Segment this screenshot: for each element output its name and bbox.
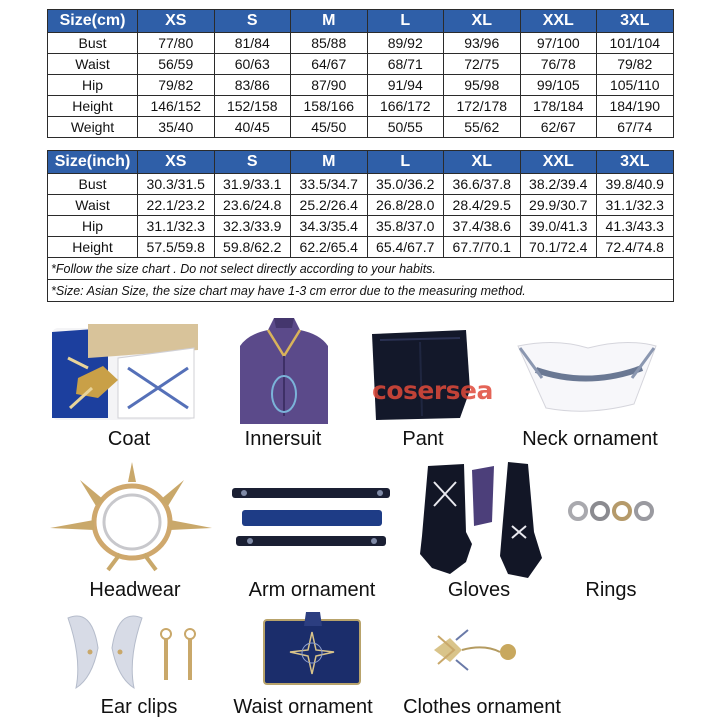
table-cell: 83/86 [214, 75, 291, 96]
table-cell: 26.8/28.0 [367, 195, 444, 216]
table-cell: 25.2/26.4 [291, 195, 368, 216]
header-cell: S [214, 10, 291, 33]
header-cell: XL [444, 151, 521, 174]
brand-watermark: cosersea [372, 376, 493, 405]
table-cell: 91/94 [367, 75, 444, 96]
table-header-row [48, 10, 674, 33]
table-cell: 36.6/37.8 [444, 174, 521, 195]
table-cell: 89/92 [367, 33, 444, 54]
arm-ornament-image [230, 484, 394, 556]
headwear-label: Headwear [89, 579, 181, 601]
table-cell: 105/110 [597, 75, 674, 96]
table-cell: 146/152 [138, 96, 215, 117]
table-cell: 29.9/30.7 [520, 195, 597, 216]
table-header-row [48, 151, 674, 174]
header-cell: XXL [520, 10, 597, 33]
size-table-cm [47, 9, 674, 138]
header-cell: 3XL [597, 10, 674, 33]
table-cell: 45/50 [291, 117, 368, 138]
table-row [48, 174, 674, 195]
table-cell: 184/190 [597, 96, 674, 117]
header-cell: XXL [520, 151, 597, 174]
table-cell: 172/178 [444, 96, 521, 117]
table-cell: 55/62 [444, 117, 521, 138]
table-cell: 22.1/23.2 [138, 195, 215, 216]
table-cell: 62.2/65.4 [291, 237, 368, 258]
table-cell: 59.8/62.2 [214, 237, 291, 258]
waist-ornament-label: Waist ornament [233, 696, 373, 718]
table-row [48, 117, 674, 138]
table-cell: 67.7/70.1 [444, 237, 521, 258]
header-cell: 3XL [597, 151, 674, 174]
table-cell: 152/158 [214, 96, 291, 117]
table-row [48, 216, 674, 237]
clothes-ornament-label: Clothes ornament [403, 696, 561, 718]
table-cell: 57.5/59.8 [138, 237, 215, 258]
table-row [48, 33, 674, 54]
table-cell: 30.3/31.5 [138, 174, 215, 195]
table-cell: 28.4/29.5 [444, 195, 521, 216]
table-row [48, 75, 674, 96]
table-cell: 72.4/74.8 [597, 237, 674, 258]
table-cell: 93/96 [444, 33, 521, 54]
header-cell: M [291, 10, 368, 33]
header-cell: M [291, 151, 368, 174]
table-cell: 158/166 [291, 96, 368, 117]
table-cell: 38.2/39.4 [520, 174, 597, 195]
table-cell: 64/67 [291, 54, 368, 75]
header-cell: Size(inch) [48, 151, 138, 174]
table-cell: 67/74 [597, 117, 674, 138]
clothes-ornament-image [428, 626, 524, 674]
table-row [48, 54, 674, 75]
row-label: Bust [48, 33, 138, 54]
table-note-row [48, 280, 674, 302]
rings-label: Rings [585, 579, 637, 601]
neck-ornament-label: Neck ornament [522, 428, 658, 450]
gloves-image [416, 462, 546, 580]
coat-image [48, 318, 198, 428]
header-cell: XS [138, 151, 215, 174]
table-cell: 35.0/36.2 [367, 174, 444, 195]
table-cell: 76/78 [520, 54, 597, 75]
table-row [48, 195, 674, 216]
table-cell: 50/55 [367, 117, 444, 138]
table-cell: 41.3/43.3 [597, 216, 674, 237]
header-cell: XS [138, 10, 215, 33]
headwear-image [50, 458, 212, 576]
header-cell: XL [444, 10, 521, 33]
arm-ornament-label: Arm ornament [248, 579, 376, 601]
row-label: Hip [48, 216, 138, 237]
table-cell: 77/80 [138, 33, 215, 54]
table-cell: 79/82 [597, 54, 674, 75]
table-row [48, 237, 674, 258]
table-cell: 33.5/34.7 [291, 174, 368, 195]
table-cell: 81/84 [214, 33, 291, 54]
row-label: Height [48, 237, 138, 258]
table-cell: 178/184 [520, 96, 597, 117]
table-cell: 31.1/32.3 [138, 216, 215, 237]
row-label: Waist [48, 54, 138, 75]
header-cell: L [367, 10, 444, 33]
header-cell: L [367, 151, 444, 174]
table-cell: 72/75 [444, 54, 521, 75]
table-cell: 99/105 [520, 75, 597, 96]
rings-image [566, 496, 656, 526]
size-note: *Size: Asian Size, the size chart may have 1-3 cm error due to the measuring method. [48, 280, 674, 302]
table-cell: 34.3/35.4 [291, 216, 368, 237]
row-label: Waist [48, 195, 138, 216]
table-cell: 62/67 [520, 117, 597, 138]
ear-clips-image [62, 608, 212, 694]
innersuit-label: Innersuit [244, 428, 322, 450]
pant-label: Pant [402, 428, 444, 450]
table-cell: 85/88 [291, 33, 368, 54]
gloves-label: Gloves [447, 579, 511, 601]
size-note: *Follow the size chart . Do not select directly according to your habits. [48, 258, 674, 280]
table-cell: 70.1/72.4 [520, 237, 597, 258]
table-cell: 31.9/33.1 [214, 174, 291, 195]
table-cell: 39.8/40.9 [597, 174, 674, 195]
table-note-row [48, 258, 674, 280]
table-row [48, 96, 674, 117]
table-cell: 56/59 [138, 54, 215, 75]
waist-ornament-image [262, 612, 362, 686]
row-label: Weight [48, 117, 138, 138]
neck-ornament-image [516, 338, 658, 416]
row-label: Hip [48, 75, 138, 96]
table-cell: 68/71 [367, 54, 444, 75]
table-cell: 60/63 [214, 54, 291, 75]
coat-label: Coat [107, 428, 151, 450]
row-label: Height [48, 96, 138, 117]
table-cell: 87/90 [291, 75, 368, 96]
table-cell: 101/104 [597, 33, 674, 54]
header-cell: Size(cm) [48, 10, 138, 33]
table-cell: 37.4/38.6 [444, 216, 521, 237]
table-cell: 79/82 [138, 75, 215, 96]
table-cell: 97/100 [520, 33, 597, 54]
table-cell: 39.0/41.3 [520, 216, 597, 237]
ear-clips-label: Ear clips [100, 696, 178, 718]
table-cell: 166/172 [367, 96, 444, 117]
innersuit-image [238, 316, 330, 428]
table-cell: 31.1/32.3 [597, 195, 674, 216]
header-cell: S [214, 151, 291, 174]
table-cell: 32.3/33.9 [214, 216, 291, 237]
table-cell: 35.8/37.0 [367, 216, 444, 237]
row-label: Bust [48, 174, 138, 195]
table-cell: 95/98 [444, 75, 521, 96]
size-table-inch [47, 150, 674, 302]
table-cell: 35/40 [138, 117, 215, 138]
table-cell: 23.6/24.8 [214, 195, 291, 216]
table-cell: 40/45 [214, 117, 291, 138]
table-cell: 65.4/67.7 [367, 237, 444, 258]
